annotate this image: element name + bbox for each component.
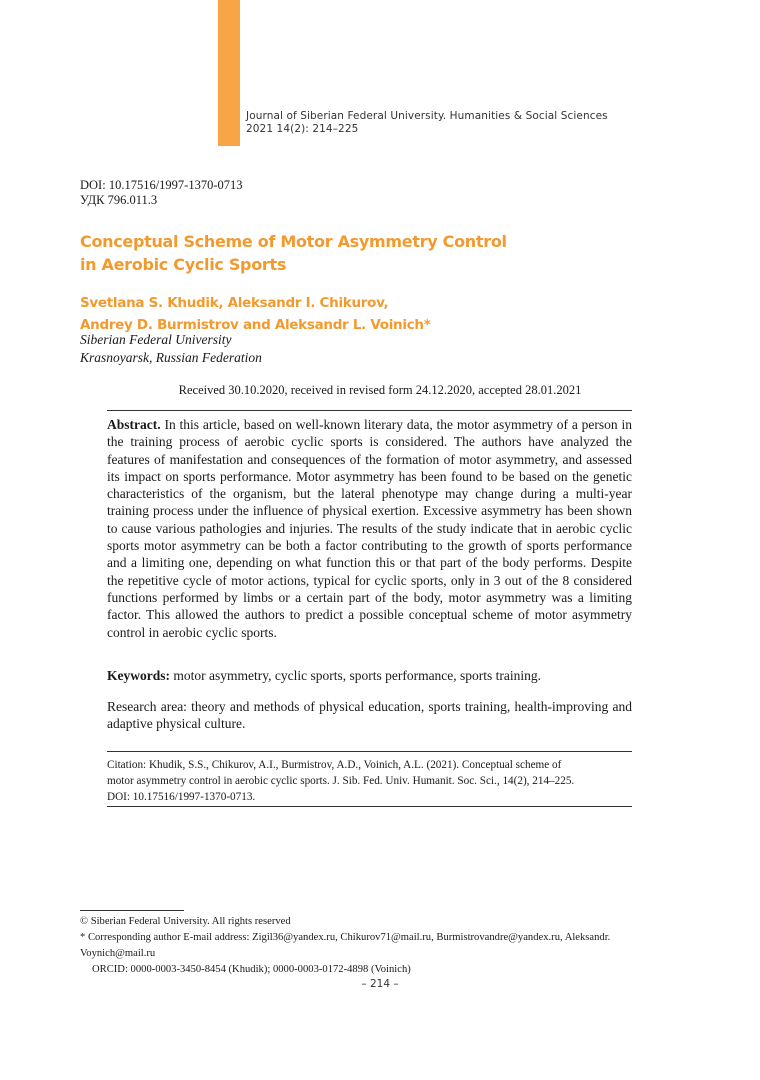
- affiliation: [80, 331, 262, 367]
- authors-line-2: Andrey D. Burmistrov and Aleksandr L. Voinich*: [80, 317, 431, 333]
- received-dates: Received 30.10.2020, received in revised form 24.12.2020, accepted 28.01.2021: [178, 383, 582, 397]
- keywords-text: motor asymmetry, cyclic sports, sports performance, sports training.: [173, 668, 542, 683]
- doi: DOI: 10.17516/1997-1370-0713: [80, 178, 243, 192]
- article-identifiers: [80, 178, 243, 208]
- keywords: [107, 667, 632, 684]
- journal-issue: 2021 14(2): 214–225: [246, 123, 359, 135]
- abstract: [107, 416, 632, 641]
- citation-line-3: DOI: 10.17516/1997-1370-0713.: [107, 791, 256, 803]
- authors: [80, 292, 430, 336]
- page-number: – 214 –: [361, 978, 399, 990]
- research-area: Research area: theory and methods of physical education, sports training, health-improving and adaptive physical culture.: [107, 699, 632, 732]
- title-line-1: Conceptual Scheme of Motor Asymmetry Control: [80, 232, 507, 251]
- abstract-text: In this article, based on well-known literary data, the motor asymmetry of a person in the training process of aerobic cyclic sports is considered. The authors have analyzed the features of manifestation and consequences of the formation of motor asymmetry, and assessed its impact on sports performance. Motor asymmetry has been found to be based on the genetic characteristics of the organism, but the lateral phenotype may change during a multi-year training process under the influence of physical exertion. Excessive asymmetry has been shown to cause various pathologies and injuries. The results of the study indicate that in aerobic cyclic sports motor asymmetry can be both a factor contributing to the growth of sports performance and a limiting one, depending on what function this or that part of the body performs. Despite the repetitive cycle of motor actions, typical for cyclic sports, only in 3 out of the 8 considered functions performed by limbs or a certain part of the body, motor asymmetry was a limiting factor. This allowed the authors to predict a possible conceptual scheme of motor asymmetry control in aerobic cyclic sports.: [107, 417, 633, 640]
- footnotes: [80, 914, 680, 978]
- citation-line-2: motor asymmetry control in aerobic cyclic sports. J. Sib. Fed. Univ. Humanit. Soc. Sci., 14(2), 214–225.: [107, 775, 575, 787]
- footnote-rule: [80, 910, 184, 911]
- affiliation-name: Siberian Federal University: [80, 332, 232, 347]
- corresponding-author-line-2: Voynich@mail.ru: [80, 948, 156, 959]
- corresponding-author-line-1: * Corresponding author E-mail address: Zigil36@yandex.ru, Chikurov71@mail.ru, Burmistrovandre@yandex.ru, Aleksandr.: [80, 932, 611, 943]
- journal-name: Journal of Siberian Federal University. Humanities & Social Sciences: [246, 110, 608, 122]
- abstract-label: Abstract.: [107, 417, 161, 432]
- citation-bottom-rule: [107, 806, 632, 807]
- affiliation-location: Krasnoyarsk, Russian Federation: [80, 350, 262, 365]
- article-title: [80, 230, 640, 276]
- keywords-label: Keywords:: [107, 668, 170, 683]
- orcid-note: ORCID: 0000-0003-3450-8454 (Khudik); 0000-0003-0172-4898 (Voinich): [92, 964, 411, 975]
- copyright-note: © Siberian Federal University. All rights reserved: [80, 916, 291, 927]
- title-line-2: in Aerobic Cyclic Sports: [80, 255, 287, 274]
- abstract-top-rule: [107, 410, 632, 411]
- citation: [107, 757, 632, 805]
- authors-line-1: Svetlana S. Khudik, Aleksandr I. Chikurov,: [80, 295, 389, 311]
- udk: УДК 796.011.3: [80, 193, 158, 207]
- citation-line-1: Citation: Khudik, S.S., Chikurov, A.I., Burmistrov, A.D., Voinich, A.L. (2021). Conceptual scheme of: [107, 759, 562, 771]
- journal-header: [246, 110, 608, 136]
- journal-accent-bar: [218, 0, 240, 146]
- citation-top-rule: [107, 751, 632, 752]
